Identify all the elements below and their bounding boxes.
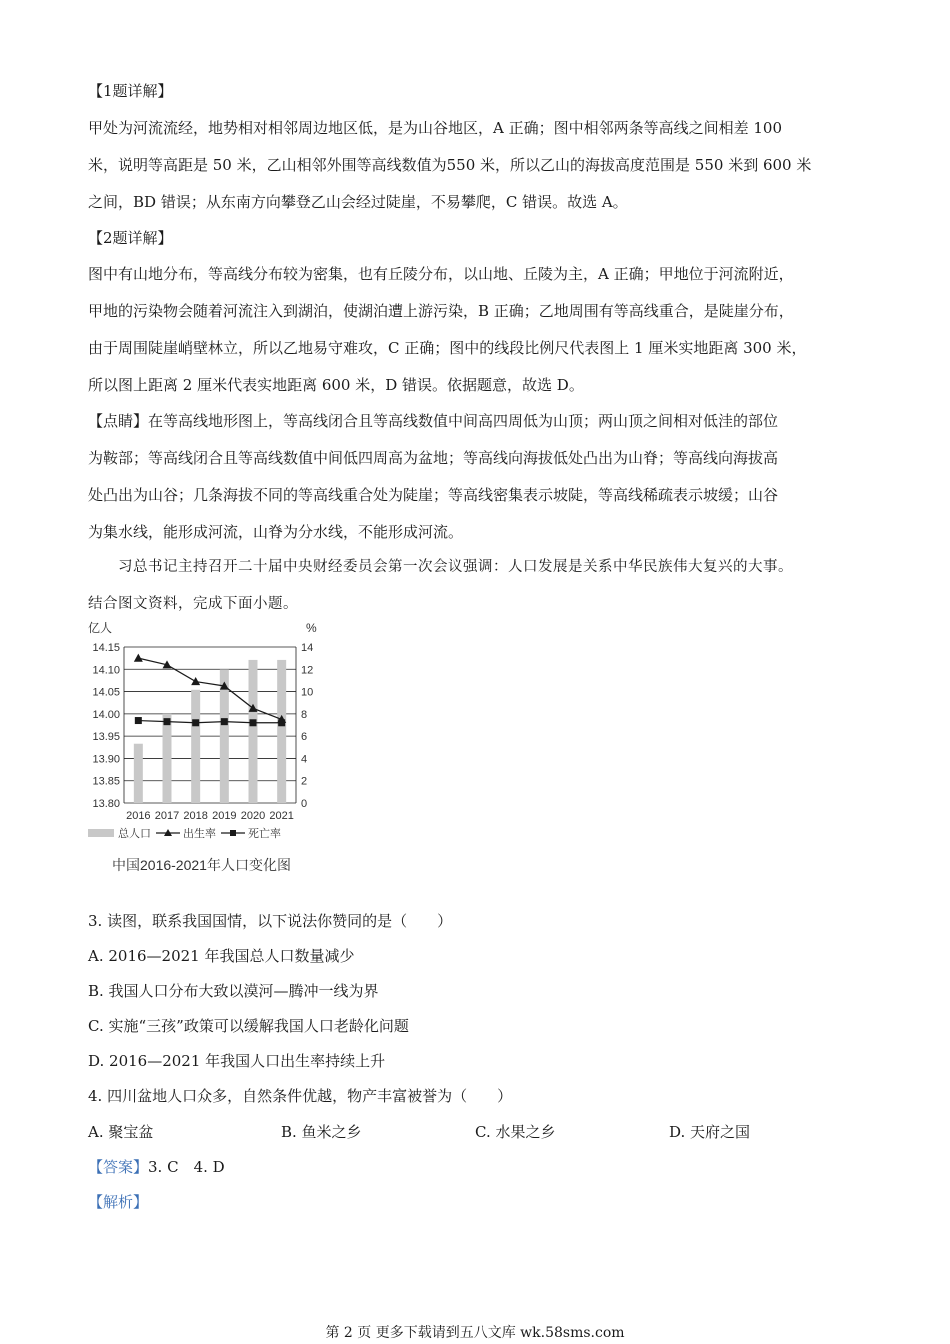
- left-tick-label: 13.80: [92, 798, 120, 810]
- population-bar: [249, 660, 258, 803]
- legend-swatch-bar: [88, 829, 114, 837]
- right-tick-label: 12: [301, 664, 314, 677]
- x-tick-label: 2016: [126, 810, 151, 822]
- left-tick-label: 13.85: [92, 775, 120, 788]
- death-rate-point: [164, 718, 171, 725]
- birth-rate-line: [138, 658, 281, 719]
- right-tick-label: 14: [301, 642, 314, 654]
- x-tick-label: 2019: [212, 810, 237, 822]
- detail2-heading: 【2题详解】: [88, 229, 173, 247]
- tip-line-2: 为鞍部；等高线闭合且等高线数值中间低四周高为盆地；等高线向海拔低处凸出为山脊；等高线向海拔高: [88, 449, 779, 467]
- page-footer: 第 2 页 更多下载请到五八文库 wk.58sms.com: [325, 1325, 625, 1341]
- left-tick-label: 14.05: [92, 686, 120, 699]
- detail2-line-1: 图中有山地分布，等高线分布较为密集，也有丘陵分布，以山地、丘陵为主，A 正确；甲地位于河流附近，: [88, 265, 794, 283]
- right-axis-label: %: [306, 621, 317, 635]
- q4-option-a[interactable]: A. 聚宝盆: [88, 1123, 154, 1141]
- x-tick-label: 2018: [183, 810, 208, 822]
- death-rate-point: [250, 719, 257, 726]
- x-tick-label: 2021: [269, 810, 294, 822]
- right-tick-label: 0: [301, 798, 308, 810]
- detail1-line-3: 之间，BD 错误；从东南方向攀登乙山会经过陡崖，不易攀爬，C 错误。故选 A。: [88, 193, 628, 211]
- q3-option-c[interactable]: C. 实施“三孩”政策可以缓解我国人口老龄化问题: [88, 1017, 409, 1035]
- death-rate-point: [135, 717, 142, 724]
- left-tick-label: 14.10: [92, 664, 120, 677]
- right-tick-label: 6: [301, 731, 308, 744]
- detail2-line-3: 由于周围陡崖峭壁林立，所以乙地易守难攻，C 正确；图中的线段比例尺代表图上 1 厘米实地距离 300 米，: [88, 339, 807, 357]
- population-bar: [163, 714, 172, 803]
- answer-row: [88, 1156, 868, 1178]
- detail1-heading: 【1题详解】: [88, 82, 173, 100]
- right-tick-label: 8: [301, 708, 308, 721]
- right-tick-label: 10: [301, 686, 314, 699]
- q3-option-a[interactable]: A. 2016—2021 年我国总人口数量减少: [88, 947, 355, 965]
- q4-option-c[interactable]: C. 水果之乡: [475, 1123, 556, 1141]
- left-tick-label: 13.95: [92, 731, 120, 744]
- answer-text: 3. C 4. D: [148, 1158, 225, 1176]
- q3-stem: 3. 读图，联系我国国情，以下说法你赞同的是（ ）: [88, 912, 453, 930]
- death-rate-point: [278, 719, 285, 726]
- tip-line-4: 为集水线，能形成河流，山脊为分水线，不能形成河流。: [88, 523, 464, 541]
- population-chart-svg: [84, 618, 334, 880]
- chart-title: 中国2016-2021年人口变化图: [112, 857, 291, 873]
- x-tick-label: 2020: [240, 810, 266, 822]
- right-tick-label: 4: [301, 753, 308, 766]
- population-bar: [191, 690, 200, 803]
- birth-rate-point: [191, 677, 200, 685]
- legend-label: 出生率: [183, 828, 216, 840]
- legend-label: 死亡率: [248, 828, 281, 840]
- left-axis-label: 亿人: [88, 621, 113, 635]
- detail2-line-4: 所以图上距离 2 厘米代表实地距离 600 米，D 错误。依据题意，故选 D。: [88, 376, 584, 394]
- death-rate-point: [192, 719, 199, 726]
- tip-line-1: 【点睛】在等高线地形图上，等高线闭合且等高线数值中间高四周低为山顶；两山顶之间相对低洼的部位: [88, 412, 779, 430]
- answer-label: 【答案】: [88, 1158, 149, 1176]
- population-bar: [277, 660, 286, 803]
- chart-legend: [88, 826, 281, 840]
- population-chart: [84, 618, 334, 880]
- legend-square-marker: [230, 830, 236, 836]
- detail2-line-2: 甲地的污染物会随着河流注入到湖泊，使湖泊遭上游污染，B 正确；乙地周围有等高线重合，是陡崖分布，: [88, 302, 794, 320]
- left-tick-label: 14.00: [92, 708, 120, 721]
- legend-label: 总人口: [118, 828, 151, 840]
- q4-option-d[interactable]: D. 天府之国: [669, 1123, 751, 1141]
- birth-rate-point: [134, 654, 143, 662]
- x-tick-label: 2017: [154, 810, 180, 822]
- detail1-line-2: 米，说明等高距是 50 米，乙山相邻外围等高线数值为550 米，所以乙山的海拔高度范围是 550 米到 600 米: [88, 156, 812, 174]
- population-bar: [134, 744, 143, 803]
- death-rate-line: [138, 721, 281, 723]
- q4-option-b[interactable]: B. 鱼米之乡: [281, 1123, 362, 1141]
- material-line-1: 习总书记主持召开二十届中央财经委员会第一次会议强调：人口发展是关系中华民族伟大复兴的大事。: [118, 559, 793, 575]
- left-tick-label: 13.90: [92, 753, 120, 766]
- analysis-label: 【解析】: [88, 1193, 149, 1211]
- left-tick-label: 14.15: [92, 642, 120, 654]
- q3-option-d[interactable]: D. 2016—2021 年我国人口出生率持续上升: [88, 1052, 386, 1070]
- q3-option-b[interactable]: B. 我国人口分布大致以漠河—腾冲一线为界: [88, 982, 379, 1000]
- detail1-line-1: 甲处为河流流经，地势相对相邻周边地区低，是为山谷地区，A 正确；图中相邻两条等高线之间相差 100: [88, 119, 783, 137]
- material-line-2: 结合图文资料，完成下面小题。: [88, 596, 298, 612]
- tip-line-3: 处凸出为山谷；几条海拔不同的等高线重合处为陡崖；等高线密集表示坡陡，等高线稀疏表示坡缓；山谷: [88, 486, 779, 504]
- right-tick-label: 2: [301, 775, 308, 788]
- q4-stem: 4. 四川盆地人口众多，自然条件优越，物产丰富被誉为（ ）: [88, 1087, 513, 1105]
- death-rate-point: [221, 718, 228, 725]
